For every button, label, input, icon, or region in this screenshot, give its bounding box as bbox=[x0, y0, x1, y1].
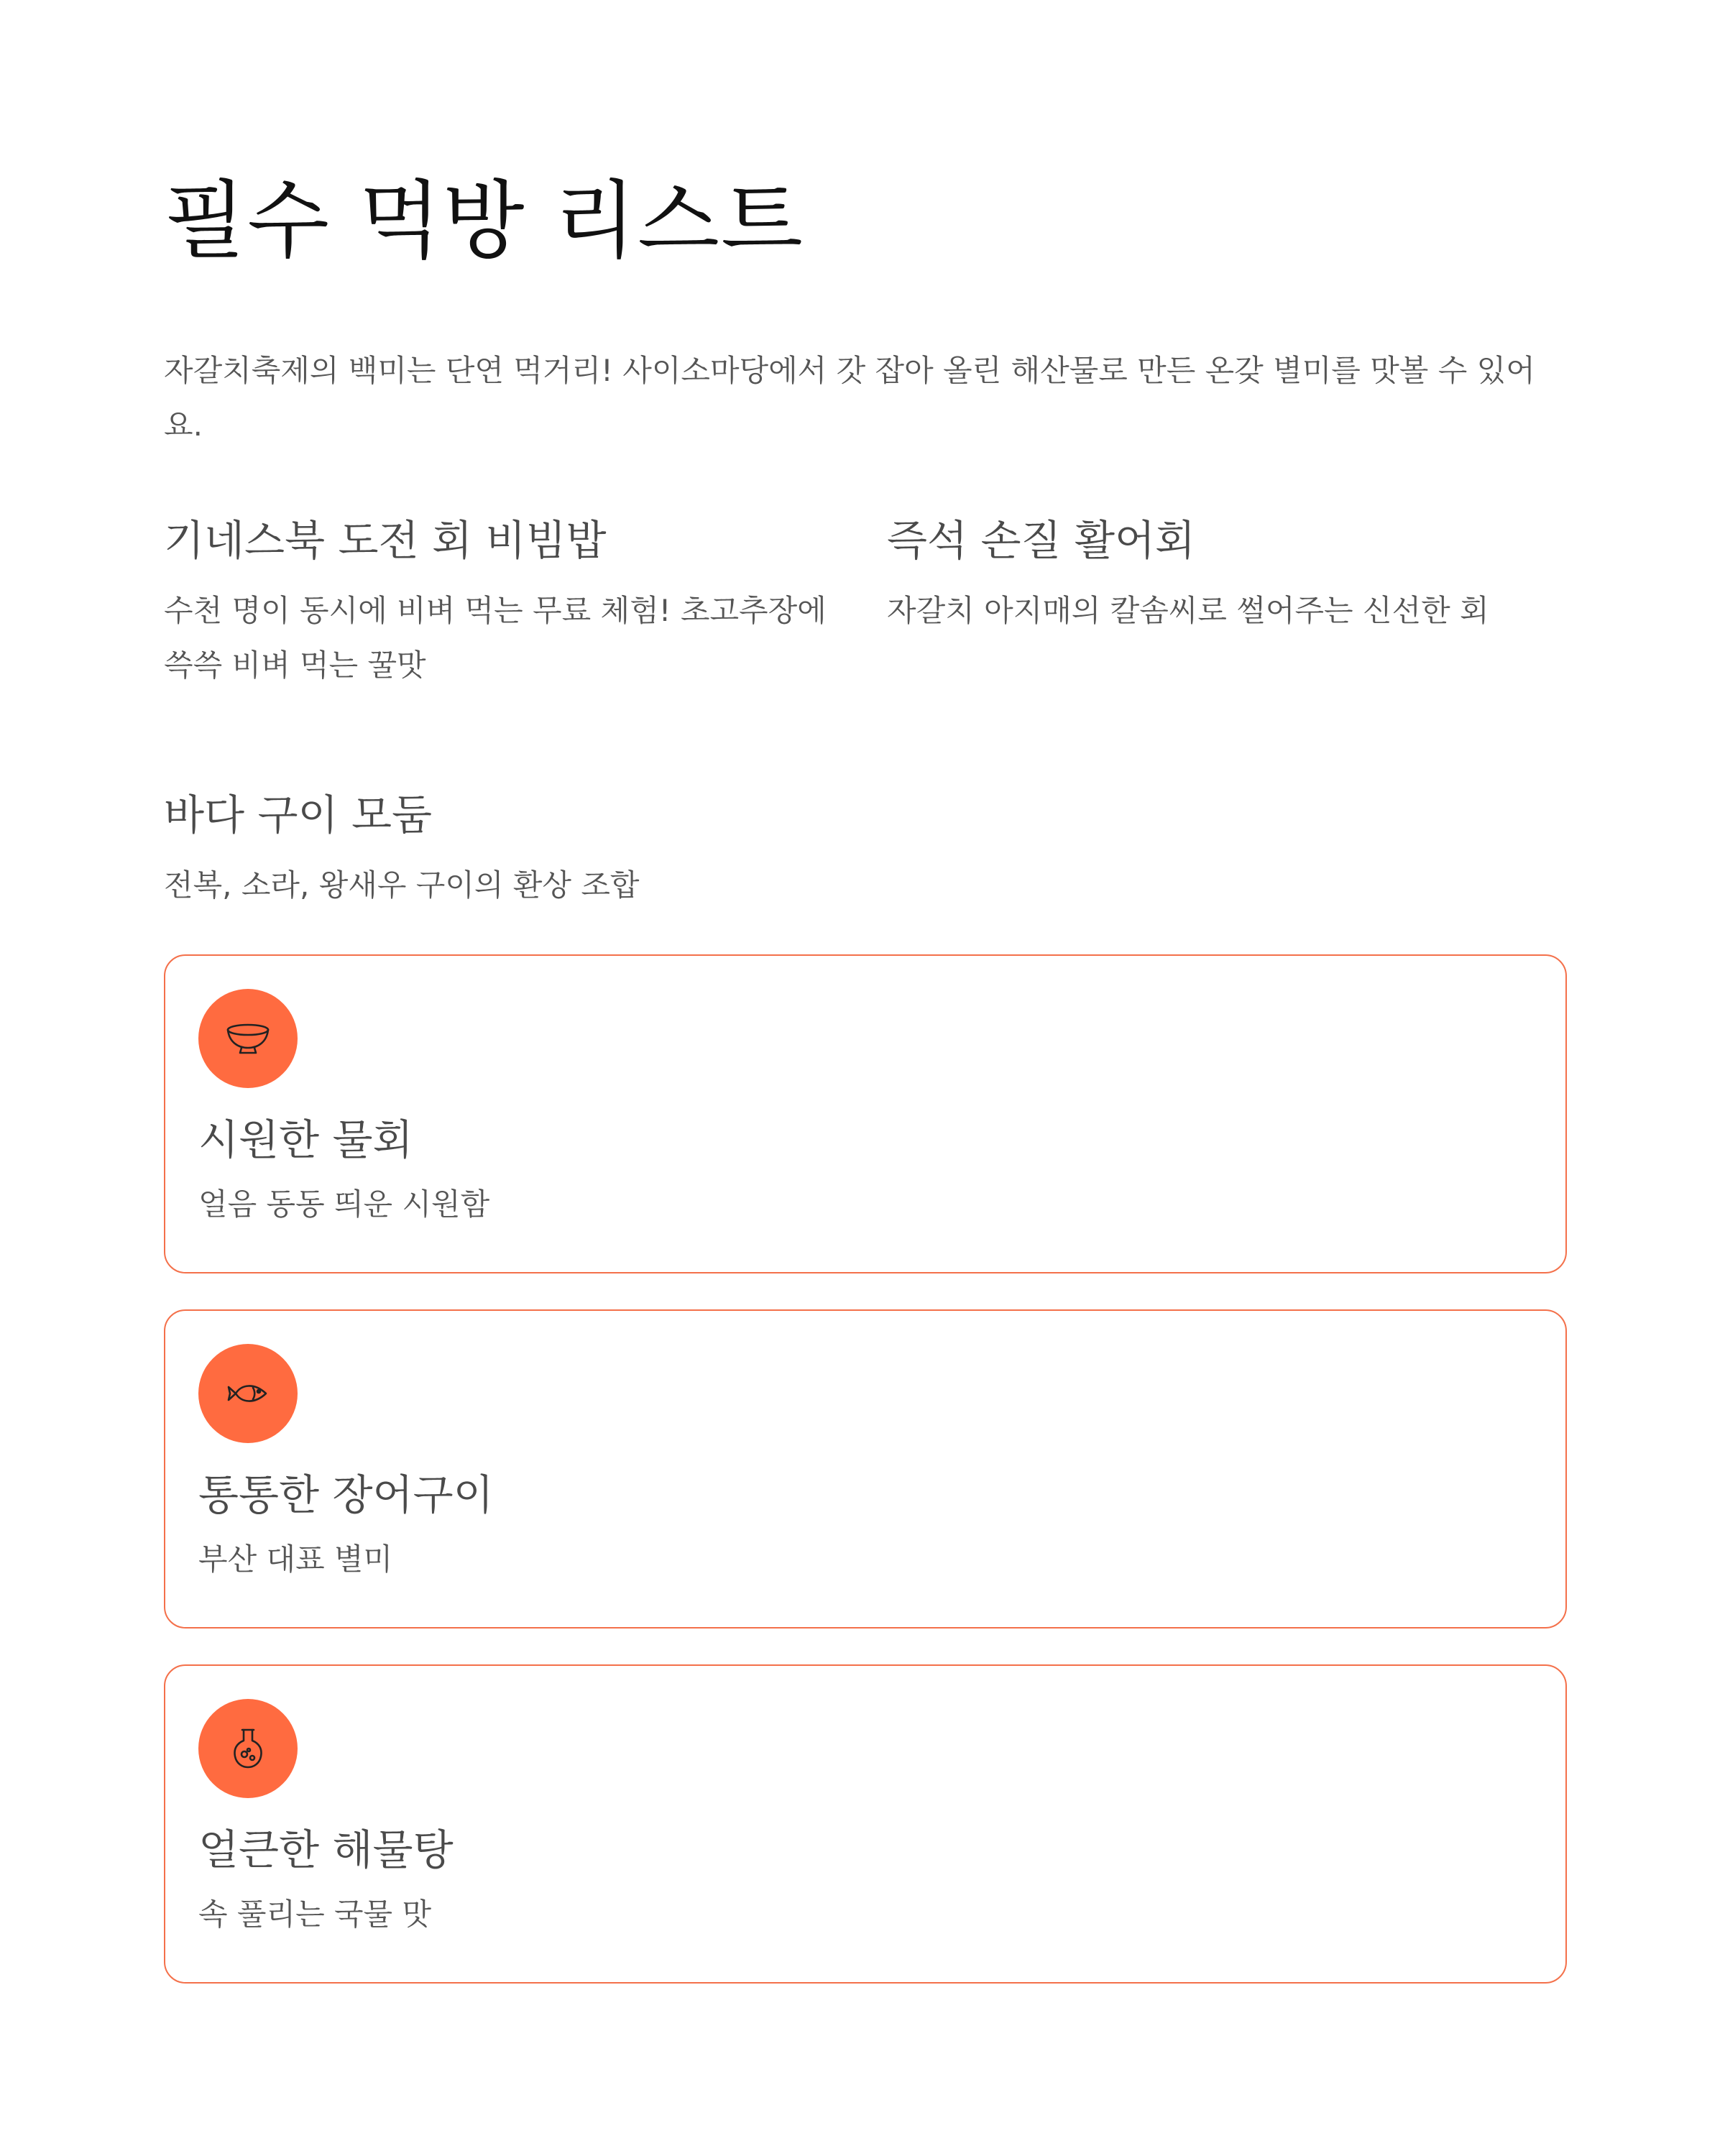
bowl-icon bbox=[198, 989, 298, 1088]
page-title: 필수 먹방 리스트 bbox=[164, 171, 804, 270]
card-title: 시원한 물회 bbox=[198, 1115, 413, 1164]
feature-heading: 즉석 손질 활어회 bbox=[887, 516, 1196, 565]
feature-text: 전복, 소라, 왕새우 구이의 환상 조합 bbox=[164, 867, 640, 903]
card-title: 통통한 장어구이 bbox=[198, 1470, 494, 1519]
feature-heading: 바다 구이 모둠 bbox=[164, 791, 433, 839]
feature-text: 자갈치 아지매의 칼솜씨로 썰어주는 신선한 회 bbox=[887, 592, 1489, 628]
card-title: 얼큰한 해물탕 bbox=[198, 1825, 454, 1874]
feature-bibimbap bbox=[164, 516, 840, 693]
feature-text: 수천 명이 동시에 비벼 먹는 무료 체험! 초고추장에 쓱쓱 비벼 먹는 꿀맛 bbox=[164, 592, 827, 683]
intro-text: 자갈치축제의 백미는 단연 먹거리! 사이소마당에서 갓 잡아 올린 해산물로 만든 온갖 별미를 맛볼 수 있어요. bbox=[164, 353, 1535, 443]
food-card-eel bbox=[164, 1309, 1567, 1628]
card-text: 속 풀리는 국물 맛 bbox=[198, 1897, 432, 1932]
feature-grill-platter bbox=[164, 791, 840, 913]
food-card-haemultang bbox=[164, 1664, 1567, 1984]
food-card-mulhoe bbox=[164, 954, 1567, 1273]
flask-icon bbox=[198, 1699, 298, 1798]
feature-live-fish bbox=[887, 516, 1563, 638]
card-text: 얼음 동동 띄운 시원함 bbox=[198, 1187, 490, 1222]
fish-icon bbox=[198, 1344, 298, 1443]
card-text: 부산 대표 별미 bbox=[198, 1542, 393, 1577]
feature-heading: 기네스북 도전 회 비빔밥 bbox=[164, 516, 607, 565]
